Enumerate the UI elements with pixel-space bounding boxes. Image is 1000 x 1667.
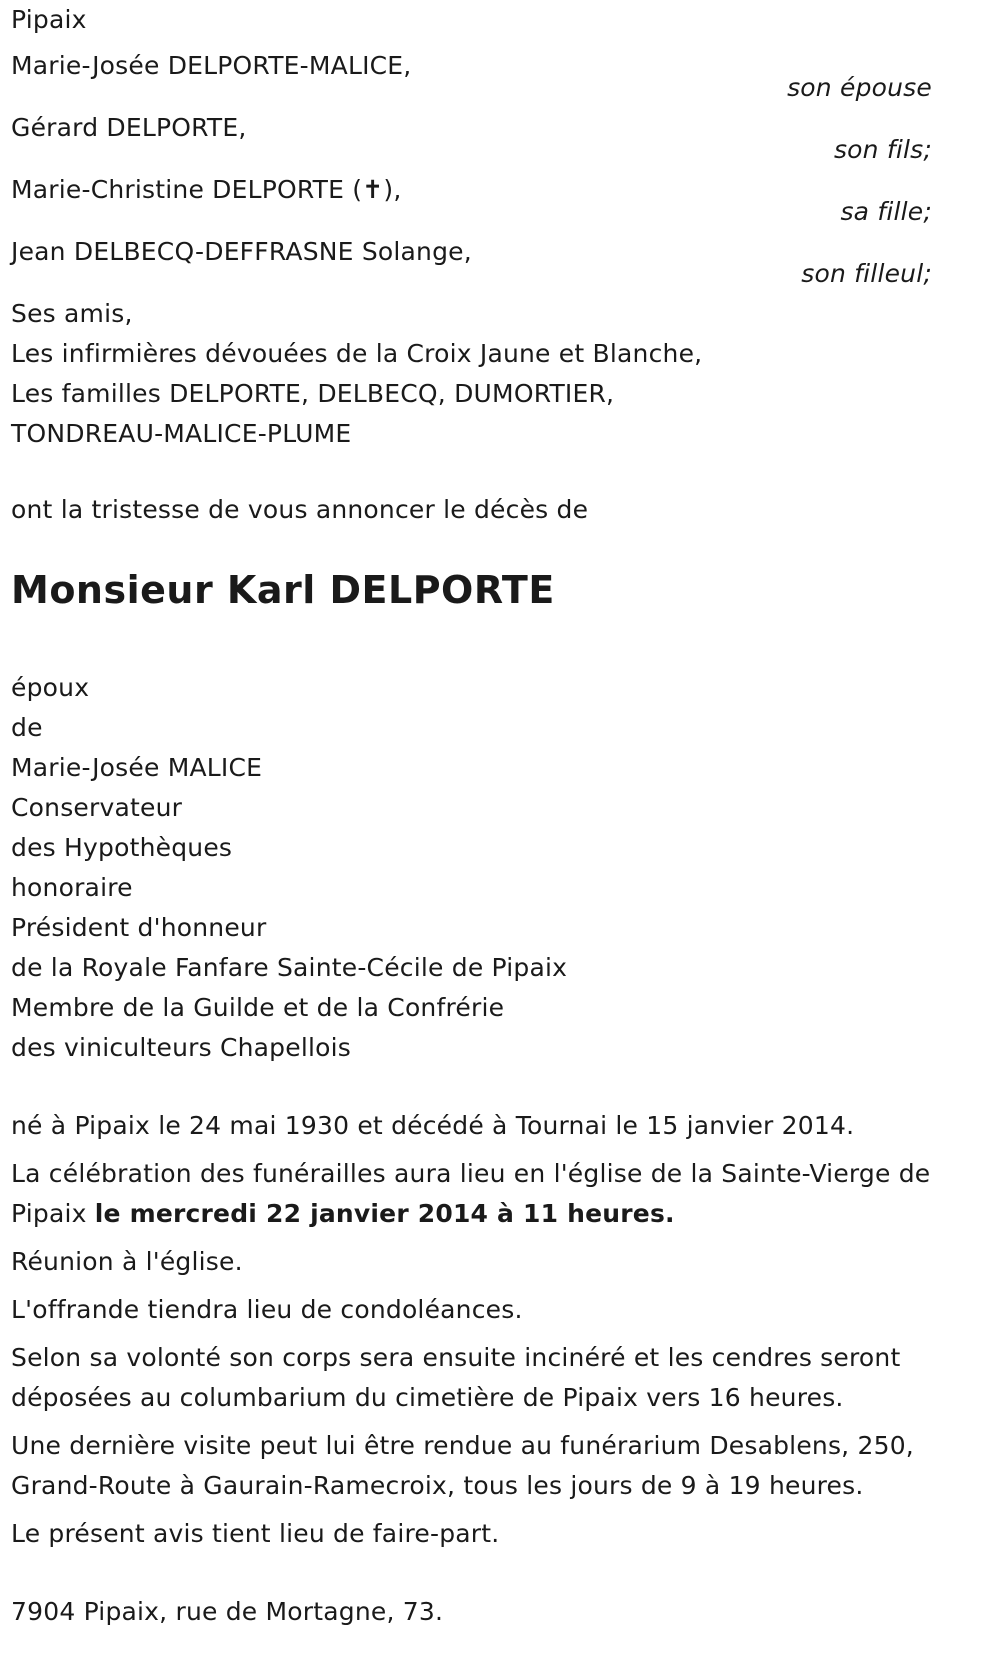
title-line: Membre de la Guilde et de la Confrérie: [11, 993, 505, 1022]
family-member-relation: son fils;: [833, 135, 932, 164]
family-member: [11, 46, 1000, 108]
title-line: Marie-Josée MALICE: [11, 753, 263, 782]
offering-info: L'offrande tiendra lieu de condoléances.: [11, 1295, 523, 1324]
announcement-text: ont la tristesse de vous annoncer le décès de: [11, 495, 589, 524]
notice-info: Le présent avis tient lieu de faire-part.: [11, 1519, 500, 1548]
family-member-relation: sa fille;: [840, 197, 932, 226]
family-address: 7904 Pipaix, rue de Mortagne, 73.: [11, 1597, 444, 1626]
title-line: des viniculteurs Chapellois: [11, 1033, 351, 1062]
title-line: des Hypothèques: [11, 833, 233, 862]
mourner-line: TONDREAU-MALICE-PLUME: [11, 419, 352, 448]
title-line: Président d'honneur: [11, 913, 267, 942]
family-member-relation: son filleul;: [801, 259, 932, 288]
funeral-text: La célébration des funérailles aura lieu en l'église de la Sainte-Vierge de Pipaix: [11, 1159, 931, 1228]
family-member: [11, 108, 1000, 170]
mourner-line: Les familles DELPORTE, DELBECQ, DUMORTIER,: [11, 379, 615, 408]
title-line: de la Royale Fanfare Sainte-Cécile de Pipaix: [11, 953, 568, 982]
family-member-name: Marie-Christine DELPORTE (✝),: [11, 175, 402, 204]
family-member: [11, 232, 1000, 294]
cremation-info: Selon sa volonté son corps sera ensuite incinéré et les cendres seront déposées au columbarium du cimetière de Pipaix vers 16 heures.: [11, 1343, 901, 1412]
deceased-name: Monsieur Karl DELPORTE: [11, 568, 555, 612]
funeral-datetime: le mercredi 22 janvier 2014 à 11 heures.: [94, 1199, 675, 1228]
title-line: honoraire: [11, 873, 133, 902]
funeral-info: [11, 1154, 971, 1234]
town-name: Pipaix: [11, 5, 87, 34]
title-line: de: [11, 713, 43, 742]
title-line: époux: [11, 673, 90, 702]
family-member-relation: son épouse: [787, 73, 932, 102]
family-member-name: Marie-Josée DELPORTE-MALICE,: [11, 51, 412, 80]
meeting-info: Réunion à l'église.: [11, 1247, 243, 1276]
family-member-name: Jean DELBECQ-DEFFRASNE Solange,: [11, 237, 472, 266]
other-mourners: [11, 294, 1000, 454]
title-line: Conservateur: [11, 793, 183, 822]
visit-info: Une dernière visite peut lui être rendue au funérarium Desablens, 250, Grand-Route à Gaurain-Ramecroix, tous les jours de 9 à 19 heures.: [11, 1431, 914, 1500]
family-member: [11, 170, 1000, 232]
birth-death-dates: né à Pipaix le 24 mai 1930 et décédé à Tournai le 15 janvier 2014.: [11, 1111, 855, 1140]
mourner-line: Ses amis,: [11, 299, 133, 328]
deceased-titles: [11, 668, 1000, 1068]
mourner-line: Les infirmières dévouées de la Croix Jaune et Blanche,: [11, 339, 703, 368]
family-member-name: Gérard DELPORTE,: [11, 113, 247, 142]
